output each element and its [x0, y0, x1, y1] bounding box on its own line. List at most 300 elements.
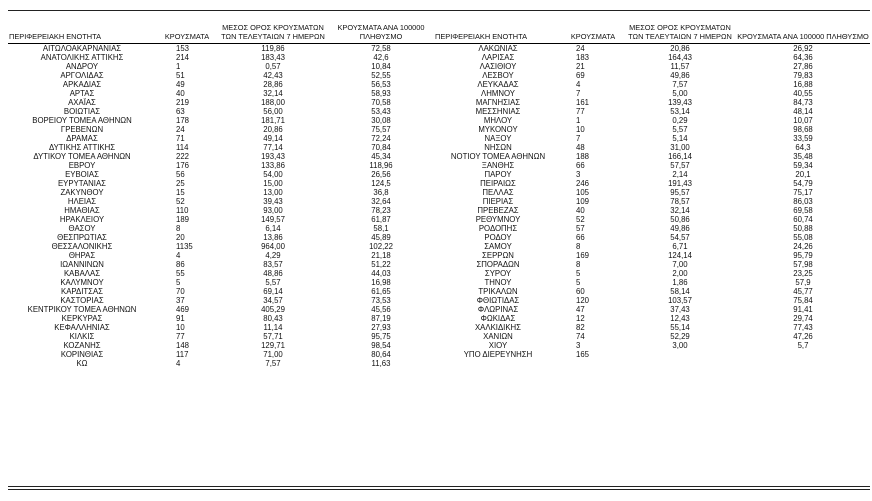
cell-region-right: ΠΡΕΒΕΖΑΣ [477, 206, 519, 216]
cell-avg7-left: 28,86 [263, 80, 283, 90]
cell-cases-left: 214 [176, 53, 190, 63]
cell-region-right: ΤΗΝΟΥ [484, 278, 512, 288]
cell-per100k-left: 58,93 [371, 89, 391, 99]
table-row [8, 197, 870, 206]
cell-per100k-right: 57,98 [793, 260, 813, 270]
cell-region-left: ΙΩΑΝΝΙΝΩΝ [60, 260, 104, 270]
header-per100k-right: ΚΡΟΥΣΜΑΤΑ ΑΝΑ 100000 ΠΛΗΘΥΣΜΟ [736, 24, 870, 44]
cell-cases-right: 109 [576, 197, 590, 207]
cell-avg7-left: 80,43 [263, 314, 283, 324]
cell-region-right: ΛΑΣΙΘΙΟΥ [479, 62, 517, 72]
cell-avg7-right [624, 350, 736, 359]
cell-avg7-left: 5,57 [265, 278, 281, 288]
cell-region-right: ΧΑΝΙΩΝ [483, 332, 513, 342]
cell-region-left: ΚΕΦΑΛΛΗΝΙΑΣ [54, 323, 110, 333]
cell-region-right: ΠΙΕΡΙΑΣ [482, 197, 514, 207]
cell-region-right: ΛΗΜΝΟΥ [481, 89, 515, 99]
cell-avg7-right: 2,14 [672, 170, 688, 180]
cell-region-left: ΑΙΤΩΛΟΑΚΑΡΝΑΝΙΑΣ [42, 44, 122, 54]
cell-cases-left: 148 [176, 341, 190, 351]
cell-cases-right: 7 [576, 134, 581, 144]
cell-cases-left: 25 [176, 179, 185, 189]
cell-region-right: ΧΑΛΚΙΔΙΚΗΣ [474, 323, 521, 333]
table-row [8, 278, 870, 287]
cell-region-left: ΘΕΣΠΡΩΤΙΑΣ [57, 233, 107, 243]
cell-per100k-right: 75,84 [793, 296, 813, 306]
cell-region-right: ΛΕΥΚΑΔΑΣ [477, 80, 519, 90]
cell-region-left: ΑΡΓΟΛΙΔΑΣ [60, 71, 104, 81]
cell-region-right [434, 359, 562, 368]
cell-avg7-left: 39,43 [263, 197, 283, 207]
cell-per100k-left: 42,6 [373, 53, 389, 63]
cell-region-right: ΜΗΛΟΥ [483, 116, 513, 126]
cell-avg7-left: 193,43 [261, 152, 285, 162]
cell-per100k-left: 21,18 [371, 251, 391, 261]
cell-per100k-left: 27,93 [371, 323, 391, 333]
cell-avg7-right: 32,14 [670, 206, 690, 216]
cell-cases-left: 10 [176, 323, 185, 333]
header-row [8, 24, 870, 44]
cell-avg7-left: 188,00 [261, 98, 285, 108]
cell-per100k-right: 5,7 [797, 341, 809, 351]
cell-cases-right: 66 [576, 161, 585, 171]
cell-region-right: ΣΥΡΟΥ [484, 269, 512, 279]
cell-region-left: ΚΙΛΚΙΣ [69, 332, 95, 342]
cell-region-left: ΗΡΑΚΛΕΙΟΥ [59, 215, 105, 225]
cell-per100k-right: 45,77 [793, 287, 813, 297]
cell-avg7-right: 49,86 [670, 224, 690, 234]
cell-per100k-left: 98,54 [371, 341, 391, 351]
cell-cases-left: 55 [176, 269, 185, 279]
cell-cases-right: 161 [576, 98, 590, 108]
cell-avg7-left: 181,71 [261, 116, 285, 126]
cell-per100k-right: 16,88 [793, 80, 813, 90]
cell-per100k-right: 91,41 [793, 305, 813, 315]
table-row [8, 98, 870, 107]
cell-per100k-left: 53,43 [371, 107, 391, 117]
cell-cases-right: 188 [576, 152, 590, 162]
cell-per100k-right: 95,79 [793, 251, 813, 261]
table-row [8, 233, 870, 242]
cell-avg7-right: 5,57 [672, 125, 688, 135]
cell-per100k-right: 79,83 [793, 71, 813, 81]
cell-cases-left: 117 [176, 350, 189, 360]
cell-per100k-left: 52,55 [371, 71, 391, 81]
cell-region-left: ΚΕΡΚΥΡΑΣ [61, 314, 103, 324]
cell-region-right: ΡΕΘΥΜΝΟΥ [475, 215, 521, 225]
cell-region-left: ΚΟΡΙΝΘΙΑΣ [60, 350, 104, 360]
cell-avg7-left: 405,29 [261, 305, 285, 315]
cell-cases-right: 183 [576, 53, 590, 63]
cell-per100k-left: 45,34 [371, 152, 391, 162]
cell-cases-right: 120 [576, 296, 590, 306]
cell-avg7-right: 7,57 [672, 80, 688, 90]
cell-region-right: ΣΕΡΡΩΝ [482, 251, 514, 261]
cell-avg7-right: 37,43 [670, 305, 690, 315]
table-row [8, 260, 870, 269]
cell-avg7-right: 78,57 [670, 197, 690, 207]
cell-avg7-right: 3,00 [672, 341, 688, 351]
cell-region-left: ΑΝΑΤΟΛΙΚΗΣ ΑΤΤΙΚΗΣ [40, 53, 124, 63]
cell-cases-left: 40 [176, 89, 185, 99]
cell-avg7-left: 48,86 [263, 269, 283, 279]
cell-avg7-left: 83,57 [263, 260, 283, 270]
cell-per100k-left: 70,84 [371, 143, 391, 153]
cell-region-left: ΚΕΝΤΡΙΚΟΥ ΤΟΜΕΑ ΑΘΗΝΩΝ [27, 305, 137, 315]
cell-per100k-right: 64,36 [793, 53, 813, 63]
cell-avg7-left: 42,43 [263, 71, 283, 81]
cell-avg7-right: 1,86 [672, 278, 688, 288]
table-row [8, 179, 870, 188]
table-row [8, 332, 870, 341]
cell-avg7-right: 103,57 [668, 296, 692, 306]
cell-avg7-right: 31,00 [670, 143, 690, 153]
table-row [8, 323, 870, 332]
cell-avg7-right: 54,57 [670, 233, 690, 243]
cell-per100k-right: 33,59 [793, 134, 813, 144]
cell-per100k-right: 26,92 [793, 44, 813, 54]
cell-cases-right: 7 [576, 89, 581, 99]
table-row [8, 80, 870, 89]
table-row [8, 359, 870, 368]
cell-cases-left: 56 [176, 170, 185, 180]
cell-region-right: ΜΥΚΟΝΟΥ [478, 125, 518, 135]
cell-region-right: ΣΠΟΡΑΔΩΝ [476, 260, 520, 270]
table-row [8, 269, 870, 278]
cell-avg7-left: 4,29 [265, 251, 281, 261]
cell-cases-right: 40 [576, 206, 585, 216]
cell-per100k-left: 44,03 [371, 269, 391, 279]
cell-cases-left: 110 [176, 206, 189, 216]
table-row [8, 116, 870, 125]
cell-per100k-left: 75,57 [371, 125, 391, 135]
cell-cases-right: 60 [576, 287, 585, 297]
cell-per100k-left: 10,84 [371, 62, 391, 72]
cell-avg7-left: 56,00 [263, 107, 283, 117]
cell-region-left: ΚΟΖΑΝΗΣ [63, 341, 101, 351]
cell-per100k-right: 47,26 [793, 332, 813, 342]
header-per100k-left: ΚΡΟΥΣΜΑΤΑ ΑΝΑ 100000 ΠΛΗΘΥΣΜΟ [328, 24, 434, 44]
cell-avg7-right: 5,00 [672, 89, 688, 99]
cell-avg7-right: 139,43 [668, 98, 692, 108]
cell-avg7-left: 34,57 [263, 296, 283, 306]
cell-cases-left: 189 [176, 215, 190, 225]
cell-avg7-left: 54,00 [263, 170, 283, 180]
table-row [8, 215, 870, 224]
table-row [8, 143, 870, 152]
cell-region-left: ΚΑΒΑΛΑΣ [63, 269, 101, 279]
cell-region-left: ΕΥΡΥΤΑΝΙΑΣ [57, 179, 106, 189]
table-row [8, 251, 870, 260]
cell-per100k-right: 86,03 [793, 197, 813, 207]
cell-avg7-right: 5,14 [672, 134, 688, 144]
table-row [8, 134, 870, 143]
cell-avg7-right: 95,57 [670, 188, 690, 198]
table-row [8, 305, 870, 314]
cell-per100k-left: 70,58 [371, 98, 391, 108]
cell-region-left: ΗΜΑΘΙΑΣ [64, 206, 100, 216]
cell-avg7-right: 164,43 [668, 53, 692, 63]
cell-per100k-left: 72,24 [371, 134, 391, 144]
cell-region-right: ΛΑΡΙΣΑΣ [481, 53, 515, 63]
cell-cases-left: 24 [176, 125, 185, 135]
cell-cases-left: 20 [176, 233, 185, 243]
table-row [8, 62, 870, 71]
cell-avg7-left: 93,00 [263, 206, 283, 216]
table-row [8, 125, 870, 134]
cell-avg7-left: 69,14 [263, 287, 283, 297]
cell-region-left: ΔΥΤΙΚΟΥ ΤΟΜΕΑ ΑΘΗΝΩΝ [33, 152, 131, 162]
cell-avg7-left: 13,86 [263, 233, 283, 243]
cell-per100k-left: 11,63 [371, 359, 391, 369]
cell-cases-right: 69 [576, 71, 585, 81]
cell-avg7-right: 50,86 [670, 215, 690, 225]
cell-avg7-right: 7,00 [672, 260, 688, 270]
cell-avg7-right: 2,00 [672, 269, 688, 279]
cell-cases-right: 165 [576, 350, 590, 360]
header-region-right: ΠΕΡΙΦΕΡΕΙΑΚΗ ΕΝΟΤΗΤΑ [434, 24, 562, 44]
cell-region-right: ΡΟΔΟΠΗΣ [478, 224, 518, 234]
cell-region-right: ΡΟΔΟΥ [484, 233, 512, 243]
cell-per100k-right: 10,07 [793, 116, 813, 126]
cell-cases-left: 63 [176, 107, 185, 117]
top-rule [8, 10, 870, 11]
table-row [8, 89, 870, 98]
cell-per100k-right: 40,55 [793, 89, 813, 99]
cell-region-left: ΘΕΣΣΑΛΟΝΙΚΗΣ [51, 242, 113, 252]
table-row [8, 188, 870, 197]
cell-region-right: ΧΙΟΥ [488, 341, 508, 351]
cell-region-right: ΝΗΣΩΝ [484, 143, 512, 153]
cell-cases-left: 5 [176, 278, 181, 288]
cell-per100k-right: 24,26 [793, 242, 813, 252]
regional-cases-table [8, 24, 870, 368]
cell-per100k-left: 73,53 [371, 296, 391, 306]
cell-cases-left: 15 [176, 188, 185, 198]
cell-avg7-left: 964,00 [261, 242, 285, 252]
cell-per100k-right: 48,14 [793, 107, 813, 117]
cell-per100k-left: 56,53 [371, 80, 391, 90]
cell-cases-right: 10 [576, 125, 585, 135]
cell-cases-left: 222 [176, 152, 190, 162]
cell-cases-right: 1 [576, 116, 581, 126]
cell-per100k-right: 75,17 [793, 188, 813, 198]
table-row [8, 224, 870, 233]
cell-region-right: ΦΛΩΡΙΝΑΣ [477, 305, 519, 315]
cell-per100k-right: 98,68 [793, 125, 813, 135]
cell-avg7-right: 52,29 [670, 332, 690, 342]
cell-avg7-right: 124,14 [668, 251, 692, 261]
cell-per100k-right: 57,9 [795, 278, 811, 288]
cell-avg7-left: 133,86 [261, 161, 285, 171]
cell-region-left: ΓΡΕΒΕΝΩΝ [60, 125, 104, 135]
cell-avg7-left: 13,00 [263, 188, 283, 198]
cell-cases-right: 4 [576, 80, 581, 90]
cell-region-right: ΜΕΣΣΗΝΙΑΣ [475, 107, 521, 117]
cell-cases-right: 12 [576, 314, 585, 324]
cell-per100k-left: 45,89 [371, 233, 391, 243]
cell-avg7-left: 77,14 [263, 143, 283, 153]
cell-region-left: ΚΑΣΤΟΡΙΑΣ [60, 296, 104, 306]
cell-cases-left: 8 [176, 224, 181, 234]
header-cases-left: ΚΡΟΥΣΜΑΤΑ [156, 24, 218, 44]
cell-cases-left: 37 [176, 296, 185, 306]
cell-per100k-left: 16,98 [371, 278, 391, 288]
cell-per100k-left: 36,8 [373, 188, 389, 198]
cell-avg7-right: 166,14 [668, 152, 692, 162]
table-row [8, 296, 870, 305]
cell-region-right: ΞΑΝΘΗΣ [481, 161, 515, 171]
cell-cases-left: 469 [176, 305, 190, 315]
cell-avg7-right: 55,14 [670, 323, 690, 333]
cell-per100k-left: 118,96 [369, 161, 393, 171]
cell-per100k-right: 35,48 [793, 152, 813, 162]
cell-region-left: ΑΡΚΑΔΙΑΣ [62, 80, 102, 90]
cell-cases-right: 8 [576, 242, 581, 252]
cell-region-left: ΚΩ [76, 359, 88, 369]
cell-per100k-left: 32,64 [371, 197, 391, 207]
cell-region-right: ΥΠΟ ΔΙΕΡΕΥΝΗΣΗ [463, 350, 533, 360]
cell-avg7-left: 119,86 [261, 44, 285, 54]
cell-cases-right: 21 [576, 62, 585, 72]
cell-cases-right: 5 [576, 278, 581, 288]
cell-cases-left: 52 [176, 197, 185, 207]
cell-avg7-right: 11,57 [670, 62, 690, 72]
cell-cases-right: 8 [576, 260, 581, 270]
cell-cases-right: 24 [576, 44, 585, 54]
cell-per100k-right: 29,74 [793, 314, 813, 324]
cell-avg7-right: 191,43 [668, 179, 692, 189]
cell-region-right: ΠΕΙΡΑΙΩΣ [480, 179, 516, 189]
table-row [8, 53, 870, 62]
cell-region-left: ΕΒΡΟΥ [68, 161, 96, 171]
cell-per100k-left: 58,1 [373, 224, 389, 234]
cell-cases-left: 114 [176, 143, 189, 153]
cell-cases-right: 48 [576, 143, 585, 153]
cell-region-left: ΔΡΑΜΑΣ [66, 134, 98, 144]
cell-avg7-left: 15,00 [263, 179, 283, 189]
cell-avg7-left: 11,14 [263, 323, 283, 333]
cell-region-left: ΑΝΔΡΟΥ [65, 62, 99, 72]
cell-avg7-left: 7,57 [265, 359, 281, 369]
cell-per100k-right: 54,79 [793, 179, 813, 189]
cell-cases-left: 49 [176, 80, 185, 90]
cell-avg7-left: 71,00 [263, 350, 283, 360]
cell-per100k-left: 26,56 [371, 170, 391, 180]
cell-per100k-left: 124,5 [371, 179, 391, 189]
cell-cases-right: 47 [576, 305, 585, 315]
cell-cases-right: 52 [576, 215, 585, 225]
cell-avg7-left: 0,57 [265, 62, 281, 72]
cell-cases-left: 1135 [176, 242, 193, 252]
cell-region-right: ΠΑΡΟΥ [484, 170, 512, 180]
cell-cases-left: 86 [176, 260, 185, 270]
table-row [8, 44, 870, 54]
cell-avg7-right: 20,86 [670, 44, 690, 54]
bottom-rule [8, 486, 870, 487]
table-row [8, 242, 870, 251]
cell-per100k-right: 50,88 [793, 224, 813, 234]
cell-per100k-left: 102,22 [369, 242, 393, 252]
cell-cases-left: 1 [176, 62, 181, 72]
cell-per100k-right: 59,34 [793, 161, 813, 171]
cell-per100k-right: 27,86 [793, 62, 813, 72]
cell-avg7-left: 20,86 [263, 125, 283, 135]
table-row [8, 161, 870, 170]
cell-cases-left: 51 [176, 71, 185, 81]
cell-per100k-right: 23,25 [793, 269, 813, 279]
cell-cases-left: 91 [176, 314, 185, 324]
cell-avg7-right: 6,71 [672, 242, 688, 252]
cell-avg7-right [624, 359, 736, 368]
table-row [8, 287, 870, 296]
cell-avg7-left: 49,14 [263, 134, 283, 144]
cell-per100k-left: 78,23 [371, 206, 391, 216]
header-cases-right: ΚΡΟΥΣΜΑΤΑ [562, 24, 624, 44]
bottom-rule-2 [8, 489, 870, 490]
cell-per100k-right [736, 350, 870, 359]
table-row [8, 107, 870, 116]
cell-region-left: ΖΑΚΥΝΘΟΥ [60, 188, 104, 198]
cell-avg7-right: 57,57 [670, 161, 690, 171]
cell-region-left: ΒΟΙΩΤΙΑΣ [63, 107, 101, 117]
cell-region-right: ΦΘΙΩΤΙΔΑΣ [476, 296, 520, 306]
cell-region-right: ΤΡΙΚΑΛΩΝ [478, 287, 518, 297]
cell-per100k-left: 61,87 [371, 215, 391, 225]
cell-avg7-left: 149,57 [261, 215, 285, 225]
cell-cases-right: 3 [576, 170, 581, 180]
cell-per100k-left: 72,58 [371, 44, 391, 54]
cell-region-left: ΗΛΕΙΑΣ [67, 197, 97, 207]
cell-region-left: ΑΧΑΪΑΣ [68, 98, 96, 108]
cell-region-left: ΑΡΤΑΣ [69, 89, 95, 99]
cell-per100k-left: 87,19 [371, 314, 391, 324]
cell-cases-right: 66 [576, 233, 585, 243]
cell-cases-left: 71 [176, 134, 185, 144]
cell-cases-left: 178 [176, 116, 190, 126]
cell-avg7-left: 57,71 [263, 332, 283, 342]
cell-cases-right: 246 [576, 179, 590, 189]
cell-cases-right: 105 [576, 188, 590, 198]
cell-region-left: ΕΥΒΟΙΑΣ [65, 170, 99, 180]
cell-avg7-left: 183,43 [261, 53, 285, 63]
header-region-left: ΠΕΡΙΦΕΡΕΙΑΚΗ ΕΝΟΤΗΤΑ [8, 24, 156, 44]
cell-per100k-left: 45,56 [371, 305, 391, 315]
cell-avg7-left: 32,14 [263, 89, 283, 99]
cell-cases-right: 3 [576, 341, 581, 351]
cell-region-right: ΛΕΣΒΟΥ [482, 71, 514, 81]
cell-cases-right: 57 [576, 224, 585, 234]
cell-per100k-left: 30,08 [371, 116, 391, 126]
cell-per100k-left: 80,64 [371, 350, 391, 360]
table-row [8, 152, 870, 161]
cell-cases-left: 77 [176, 332, 185, 342]
cell-region-right: ΝΟΤΙΟΥ ΤΟΜΕΑ ΑΘΗΝΩΝ [450, 152, 546, 162]
cell-per100k-right: 69,58 [793, 206, 813, 216]
header-avg7-right: ΜΕΣΟΣ ΟΡΟΣ ΚΡΟΥΣΜΑΤΩΝ ΤΩΝ ΤΕΛΕΥΤΑΙΩΝ 7 ΗΜΕΡΩΝ [624, 24, 736, 44]
cell-region-right: ΝΑΞΟΥ [484, 134, 512, 144]
cell-per100k-left: 95,75 [371, 332, 391, 342]
table-row [8, 71, 870, 80]
cell-cases-right: 82 [576, 323, 585, 333]
cell-region-left: ΒΟΡΕΙΟΥ ΤΟΜΕΑ ΑΘΗΝΩΝ [32, 116, 132, 126]
cell-region-left: ΘΗΡΑΣ [68, 251, 96, 261]
cell-per100k-left: 61,65 [371, 287, 391, 297]
cell-cases-left: 153 [176, 44, 190, 54]
header-avg7-left: ΜΕΣΟΣ ΟΡΟΣ ΚΡΟΥΣΜΑΤΩΝ ΤΩΝ ΤΕΛΕΥΤΑΙΩΝ 7 ΗΜΕΡΩΝ [218, 24, 328, 44]
table-row [8, 314, 870, 323]
cell-per100k-right: 20,1 [795, 170, 811, 180]
